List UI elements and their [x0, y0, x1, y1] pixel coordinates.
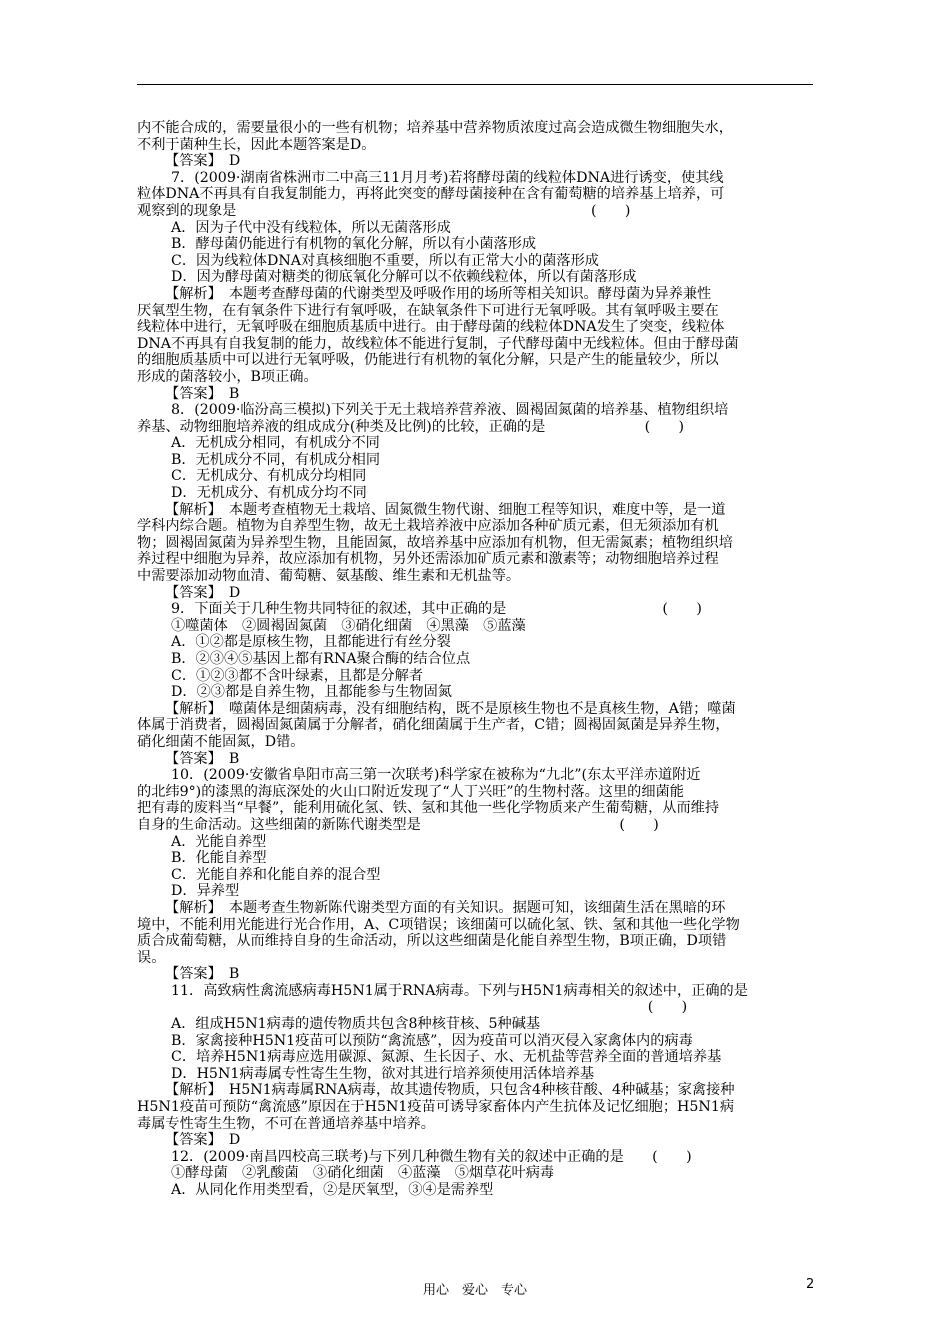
text-line: 体属于消费者，圆褐固氮菌属于分解者，硝化细菌属于生产者，C错；圆褐固氮菌是异养生物， [137, 717, 730, 734]
header-rule [137, 84, 813, 85]
text-line: B．无机成分不同，有机成分相同 [171, 451, 381, 468]
text-line: 内不能合成的，需要量很小的一些有机物；培养基中营养物质浓度过高会造成微生物细胞失水， [137, 120, 733, 136]
text-line: ①酵母菌 ②乳酸菌 ③硝化细菌 ④蓝藻 ⑤烟草花叶病毒 [171, 1165, 555, 1182]
text-line: 【答案】 D [165, 153, 241, 170]
text-line: DNA不再具有自我复制的能力，故线粒体不能进行复制，子代酵母菌中无线粒体。但由于酵母菌 [137, 335, 739, 352]
text-line: 厌氧型生物，在有氧条件下进行有氧呼吸，在缺氧条件下可进行无氧呼吸。其有氧呼吸主要在 [137, 302, 719, 319]
text-line: B．化能自养型 [171, 850, 267, 867]
text-line: 误。 [137, 949, 166, 966]
text-line: 形成的菌落较小，B项正确。 [137, 368, 318, 385]
page-body [137, 120, 813, 1199]
text-line: D．无机成分、有机成分均不同 [171, 485, 367, 502]
text-line: 物；圆褐固氮菌为异养型生物，且能固氮，故培养基中应添加有机物，但无需氮素；植物组织培 [137, 534, 733, 551]
text-line: 【解析】 本题考查酵母菌的代谢类型及呼吸作用的场所等相关知识。酵母菌为异养兼性 [165, 285, 712, 302]
text-line: 学科内综合题。植物为自养型生物，故无土栽培养液中应添加各种矿质元素，但无须添加有机 [137, 518, 719, 535]
text-line: 【解析】 本题考查生物新陈代谢类型方面的有关知识。据题可知，该细菌生活在黑暗的环 [165, 899, 726, 916]
text-line: 7．(2009·湖南省株洲市二中高三11月月考)若将酵母菌的线粒体DNA进行诱变，使其线 [171, 169, 724, 186]
text-line: 的细胞质基质中可以进行无氧呼吸，仍能进行有机物的氧化分解，只是产生的能量较少，所以 [137, 352, 719, 369]
text-line: A．从同化作用类型看，②是厌氧型，③④是需养型 [171, 1182, 494, 1198]
text-line: 9．下面关于几种生物共同特征的叙述，其中正确的是 ( ) [171, 601, 702, 618]
text-line: D．异养型 [171, 883, 240, 900]
text-line: 粒体DNA不再具有自我复制能力，再将此突变的酵母菌接种在含有葡萄糖的培养基上培养，可 [137, 186, 725, 203]
text-line: 【答案】 B [165, 966, 240, 983]
text-line: A．①②都是原核生物，且都能进行有丝分裂 [171, 634, 451, 651]
text-line: H5N1疫苗可预防“禽流感”原因在于H5N1疫苗可诱导家畜体内产生抗体及记忆细胞；H5N1病 [137, 1099, 735, 1116]
text-line: 自身的生命活动。这些细菌的新陈代谢类型是 ( ) [137, 816, 659, 833]
text-line: 【答案】 B [165, 750, 240, 767]
text-line: ①噬菌体 ②圆褐固氮菌 ③硝化细菌 ④黑藻 ⑤蓝藻 [171, 617, 526, 634]
text-line: 【答案】 B [165, 385, 240, 402]
text-line: A．组成H5N1病毒的遗传物质共包含8种核苷核、5种碱基 [171, 1016, 541, 1033]
text-line: 11．高致病性禽流感病毒H5N1属于RNA病毒。下列与H5N1病毒相关的叙述中，正确的是 [171, 982, 748, 999]
text-line: 境中，不能利用光能进行光合作用，A、C项错误；该细菌可以硫化氢、铁、氢和其他一些化学物 [137, 916, 740, 933]
page-number: 2 [806, 1277, 815, 1292]
text-line: C．①②③都不含叶绿素，且都是分解者 [171, 667, 424, 684]
text-line: 的北纬9°)的漆黑的海底深处的火山口附近发现了“人丁兴旺”的生物村落。这里的细菌能 [137, 783, 684, 800]
text-line: 中需要添加动物血清、葡萄糖、氨基酸、维生素和无机盐等。 [137, 568, 521, 585]
text-line: 养基、动物细胞培养液的组成成分(种类及比例)的比较，正确的是 ( ) [137, 418, 685, 435]
text-line: 硝化细菌不能固氮，D错。 [137, 733, 305, 750]
text-line: 观察到的现象是 ( ) [137, 202, 631, 219]
text-line: 【解析】 本题考查植物无土栽培、固氮微生物代谢、细胞工程等知识，难度中等，是一道 [165, 501, 726, 518]
text-line: 【解析】 H5N1病毒属RNA病毒，故其遗传物质，只包含4种核苷酸、4种碱基；家禽接种 [165, 1082, 735, 1099]
text-line: 【答案】 D [165, 584, 241, 601]
text-line: ( ) [137, 999, 688, 1016]
text-line: 12．(2009·南昌四校高三联考)与下列几种微生物有关的叙述中正确的是 ( ) [171, 1148, 692, 1165]
text-line: B．酵母菌仍能进行有机物的氧化分解，所以有小菌落形成 [171, 236, 537, 253]
text-line: 不利于菌种生长，因此本题答案是D。 [137, 136, 376, 153]
text-line: 把有毒的废料当“早餐”，能利用硫化氢、铁、氢和其他一些化学物质来产生葡萄糖，从而维持 [137, 800, 720, 817]
text-line: 8．(2009·临汾高三模拟)下列关于无土栽培养营养液、圆褐固氮菌的培养基、植物组织培 [171, 402, 729, 419]
text-line: C．培养H5N1病毒应选用碳源、氮源、生长因子、水、无机盐等营养全面的普通培养基 [171, 1049, 722, 1066]
text-line: 线粒体中进行，无氧呼吸在细胞质基质中进行。由于酵母菌的线粒体DNA发生了突变，线粒体 [137, 319, 725, 336]
text-line: 【解析】 噬菌体是细菌病毒，没有细胞结构，既不是原核生物也不是真核生物，A错；噬菌 [165, 700, 736, 717]
text-line: D．因为酵母菌对糖类的彻底氧化分解可以不依赖线粒体，所以有菌落形成 [171, 269, 637, 286]
text-line: 质合成葡萄糖，从而维持自身的生命活动，所以这些细菌是化能自养型生物，B项正确，D项错 [137, 933, 727, 950]
text-line: 养过程中细胞为异养，故应添加有机物，另外还需添加矿质元素和激素等；动物细胞培养过程 [137, 551, 719, 568]
text-line: C．无机成分、有机成分均相同 [171, 468, 367, 485]
text-line: D．②③都是自养生物，且都能参与生物固氮 [171, 684, 452, 701]
page-footer: 用心 爱心 专心 [422, 1283, 527, 1298]
text-line: B．②③④⑤基因上都有RNA聚合酶的结合位点 [171, 651, 471, 667]
text-line: A．光能自养型 [171, 833, 267, 850]
text-line: 10．(2009·安徽省阜阳市高三第一次联考)科学家在被称为“九北”(东太平洋赤道附近 [171, 767, 701, 784]
text-line: C．因为线粒体DNA对真核细胞不重要，所以有正常大小的菌落形成 [171, 252, 599, 269]
text-line: A．因为子代中没有线粒体，所以无菌落形成 [171, 219, 451, 236]
text-line: D．H5N1病毒属专性寄生生物，欲对其进行培养须使用活体培养基 [171, 1065, 595, 1082]
text-line: 毒属专性寄生生物，不可在普通培养基中培养。 [137, 1115, 435, 1132]
text-line: 【答案】 D [165, 1132, 241, 1149]
text-line: B．家禽接种H5N1疫苗可以预防“禽流感”，因为疫苗可以消灭侵入家禽体内的病毒 [171, 1032, 693, 1049]
text-line: A．无机成分相同，有机成分不同 [171, 435, 380, 452]
text-line: C．光能自养和化能自养的混合型 [171, 866, 381, 883]
